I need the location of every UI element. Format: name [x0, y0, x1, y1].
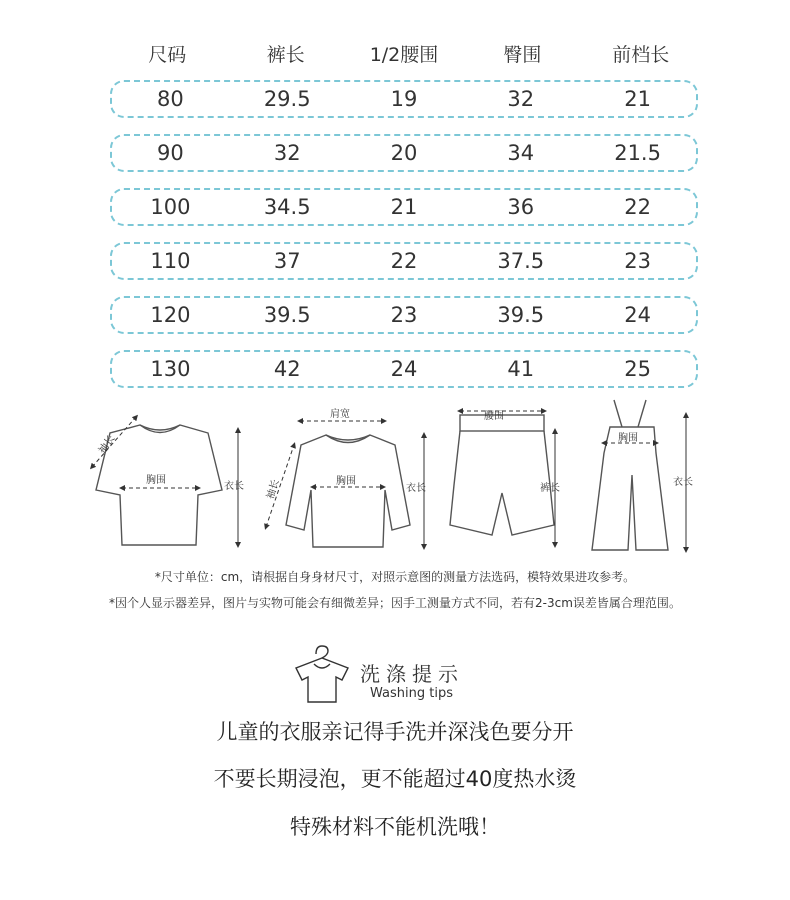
- label-sweater-chest: 胸围: [336, 476, 356, 487]
- cell-half-waist: 21: [390, 195, 418, 219]
- cell-half-waist: 24: [390, 357, 418, 381]
- header-size: 尺码: [148, 43, 187, 66]
- cell-front-rise: 23: [624, 249, 651, 273]
- cell-size: 120: [150, 303, 191, 327]
- sweater-diagram: [286, 435, 410, 547]
- label-sweater-sleeve: 袖长: [265, 478, 282, 501]
- header-front-rise: 前档长: [612, 43, 670, 66]
- header-hip: 臀围: [503, 43, 542, 66]
- cell-front-rise: 25: [624, 357, 651, 381]
- header-pants-length: 裤长: [266, 43, 305, 66]
- label-tshirt-chest: 胸围: [146, 475, 166, 486]
- label-shorts-waist: 腰围: [484, 411, 504, 422]
- cell-pants-length: 34.5: [263, 195, 311, 219]
- cell-front-rise: 21.5: [614, 141, 661, 165]
- cell-front-rise: 24: [624, 303, 651, 327]
- cell-pants-length: 29.5: [263, 87, 311, 111]
- washing-line-3: 特殊材料不能机洗哦！: [290, 815, 500, 839]
- washing-tips-subtitle: Washing tips: [370, 686, 453, 701]
- size-row: [110, 80, 698, 118]
- cell-half-waist: 23: [390, 303, 418, 327]
- size-row: [110, 296, 698, 334]
- cell-size: 90: [157, 141, 184, 165]
- size-row: [110, 188, 698, 226]
- cell-pants-length: 37: [273, 249, 301, 273]
- overalls-diagram: [592, 400, 668, 550]
- label-shorts-length: 裤长: [540, 483, 560, 494]
- cell-size: 130: [150, 357, 191, 381]
- label-tshirt-sleeve: 袖长: [96, 433, 118, 457]
- label-sweater-shoulder: 肩宽: [330, 409, 350, 420]
- cell-size: 110: [150, 249, 191, 273]
- cell-half-waist: 20: [390, 141, 418, 165]
- cell-hip: 39.5: [497, 303, 545, 327]
- cell-hip: 37.5: [497, 249, 545, 273]
- cell-hip: 36: [507, 195, 535, 219]
- cell-hip: 41: [507, 357, 535, 381]
- washing-tips-title: 洗涤提示: [360, 662, 464, 686]
- size-table-header: [108, 36, 700, 70]
- header-half-waist: 1/2腰围: [369, 43, 439, 66]
- cell-pants-length: 32: [273, 141, 301, 165]
- cell-size: 80: [157, 87, 184, 111]
- measurement-diagrams: [0, 395, 790, 565]
- cell-half-waist: 22: [390, 249, 418, 273]
- cell-half-waist: 19: [390, 87, 418, 111]
- washing-line-2: 不要长期浸泡，更不能超过40度热水烫: [213, 767, 577, 791]
- label-overalls-chest: 胸围: [618, 433, 638, 444]
- size-row: [110, 242, 698, 280]
- size-row: [110, 350, 698, 388]
- cell-hip: 32: [507, 87, 535, 111]
- cell-hip: 34: [507, 141, 535, 165]
- size-row: [110, 134, 698, 172]
- hanger-shirt-icon: [290, 640, 360, 710]
- cell-front-rise: 22: [624, 195, 651, 219]
- washing-tips-header: [290, 640, 520, 710]
- cell-front-rise: 21: [624, 87, 651, 111]
- label-tshirt-length: 衣长: [224, 481, 244, 492]
- washing-line-1: 儿童的衣服亲记得手洗并深浅色要分开: [216, 720, 574, 744]
- size-note-1: *尺寸单位：cm，请根据自身身材尺寸，对照示意图的测量方法选码，模特效果进攻参考。: [154, 570, 636, 584]
- cell-pants-length: 42: [273, 357, 301, 381]
- label-sweater-length: 衣长: [406, 483, 426, 494]
- cell-size: 100: [150, 195, 191, 219]
- size-note-2: *因个人显示器差异，图片与实物可能会有细微差异；因手工测量方式不同，若有2-3cm误差皆属合理范围。: [109, 596, 681, 610]
- label-overalls-length: 衣长: [673, 477, 693, 488]
- shorts-diagram: [450, 415, 554, 535]
- cell-pants-length: 39.5: [263, 303, 311, 327]
